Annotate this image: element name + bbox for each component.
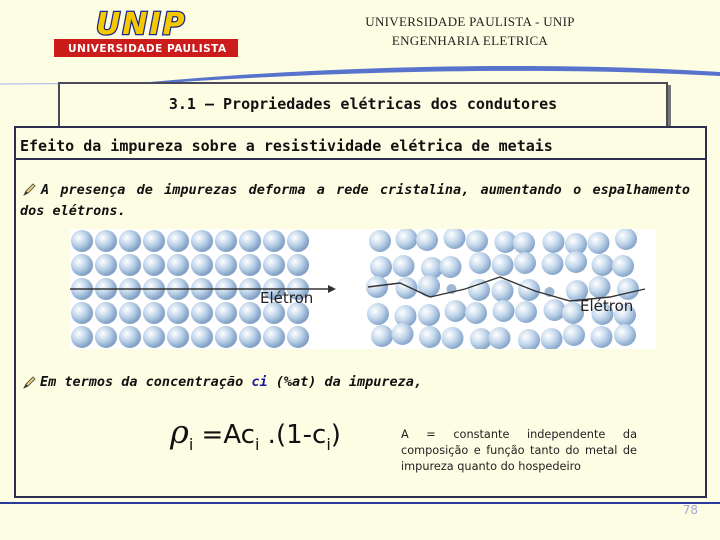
lattice-atom [95,326,117,348]
lattice-atom [239,230,261,252]
lattice-atom [393,255,415,277]
slide-title-box [58,82,668,128]
eq-subscript-i3: i [326,435,331,454]
lattice-atom [215,326,237,348]
lattice-atom [542,253,564,275]
electron-label-left: Elétron [260,289,314,307]
lattice-atom [143,254,165,276]
lattice-atom [263,326,285,348]
rho-symbol: ρ [170,413,189,451]
lattice-atom [367,303,389,325]
lattice-atom [215,230,237,252]
pencil-bullet-icon [22,376,36,390]
lattice-atom [492,280,514,302]
lattice-atom [592,254,614,276]
lattice-atom [591,326,613,348]
slide-title: 3.1 – Propriedades elétricas dos condutores [168,95,558,113]
lattice-atom [588,232,610,254]
lattice-atom [167,254,189,276]
lattice-atom [71,326,93,348]
lattice-atom [167,326,189,348]
lattice-atom [191,254,213,276]
lattice-atom [466,230,488,252]
lattice-atom [615,229,637,250]
eq-paren-close: ) [330,420,341,450]
lattice-atom [263,254,285,276]
bullet-impurity-effect: A presença de impurezas deforma a rede cristalina, aumentando o espalhamento dos elétrons. [20,182,690,219]
lattice-scattering-figure [70,229,656,349]
page-number: 78 [682,503,698,517]
lattice-atom [392,323,414,345]
lattice-atom [418,304,440,326]
lattice-atom [445,300,467,322]
lattice-atom [514,252,536,274]
footer-divider [0,502,720,504]
lattice-atom [370,256,392,278]
lattice-atom [544,299,566,321]
lattice-atom [612,255,634,277]
lattice-atom [167,302,189,324]
lattice-atom [563,324,585,346]
eq-dot: . [259,420,276,450]
lattice-atom [515,301,537,323]
lattice-atom [396,229,418,250]
lattice-atom [191,230,213,252]
lattice-atom [143,302,165,324]
eq-paren-open: (1-c [275,420,327,450]
constant-A-note: A = constante independente da composição e função tanto do metal de impureza quanto do hospedeiro [401,428,637,473]
lattice-atom [444,229,466,249]
header-course: ENGENHARIA ELETRICA [391,33,549,48]
lattice-atom [396,277,418,299]
eq-subscript-i2: i [254,435,260,454]
logo-subtext: UNIVERSIDADE PAULISTA [68,43,227,55]
lattice-atom [71,230,93,252]
lattice-atom [614,324,636,346]
eq-subscript-i: i [188,435,194,454]
lattice-atom [465,302,487,324]
lattice-atom [215,302,237,324]
lattice-atom [287,230,309,252]
eq-equals-A: =Ac [193,420,255,450]
lattice-atom [541,328,563,349]
lattice-atom [287,326,309,348]
lattice-atom [416,229,438,251]
lattice-atom [469,252,491,274]
lattice-atom [239,302,261,324]
lattice-atom [95,230,117,252]
lattice-atom [442,327,464,349]
lattice-atom [518,329,540,349]
lattice-atom [493,300,515,322]
lattice-atom [287,254,309,276]
subtitle-divider [15,158,705,160]
lattice-atom [143,326,165,348]
electron-label-right: Elétron [580,297,634,315]
lattice-atom [518,279,540,301]
lattice-atom [239,254,261,276]
concentration-symbol: ci [251,374,268,390]
bullet2-after: (%at) da impureza, [267,374,423,390]
lattice-atom [95,254,117,276]
electron-arrow-left [328,285,336,293]
lattice-atom [589,276,611,298]
lattice-atom [543,231,565,253]
lattice-atom [263,230,285,252]
lattice-atom [119,254,141,276]
lattice-atom [95,302,117,324]
lattice-atom [71,254,93,276]
bullet2-before: Em termos da concentração [40,374,252,390]
lattice-atom [513,232,535,254]
lattice-atom [119,326,141,348]
lattice-atom [215,254,237,276]
lattice-atom [191,326,213,348]
lattice-atom [489,327,511,349]
lattice-atom [239,326,261,348]
unip-logo [46,6,238,60]
lattice-atom [143,230,165,252]
lattice-atom [191,302,213,324]
lattice-atom [492,254,514,276]
lattice-atom [565,251,587,273]
bullet-concentration [40,374,422,390]
logo-wordmark: UNIP [96,7,187,42]
lattice-atom [167,230,189,252]
header-institution: UNIVERSIDADE PAULISTA - UNIP [365,14,575,29]
lattice-atom [369,230,391,252]
lattice-atom [371,325,393,347]
lattice-atom [119,230,141,252]
lattice-atom [419,326,441,348]
lattice-atom [440,256,462,278]
lattice-atom [71,302,93,324]
section-subtitle: Efeito da impureza sobre a resistividade elétrica de metais [20,137,553,155]
lattice-atom [119,302,141,324]
distorted-lattice [366,229,639,349]
resistivity-equation [170,413,341,454]
